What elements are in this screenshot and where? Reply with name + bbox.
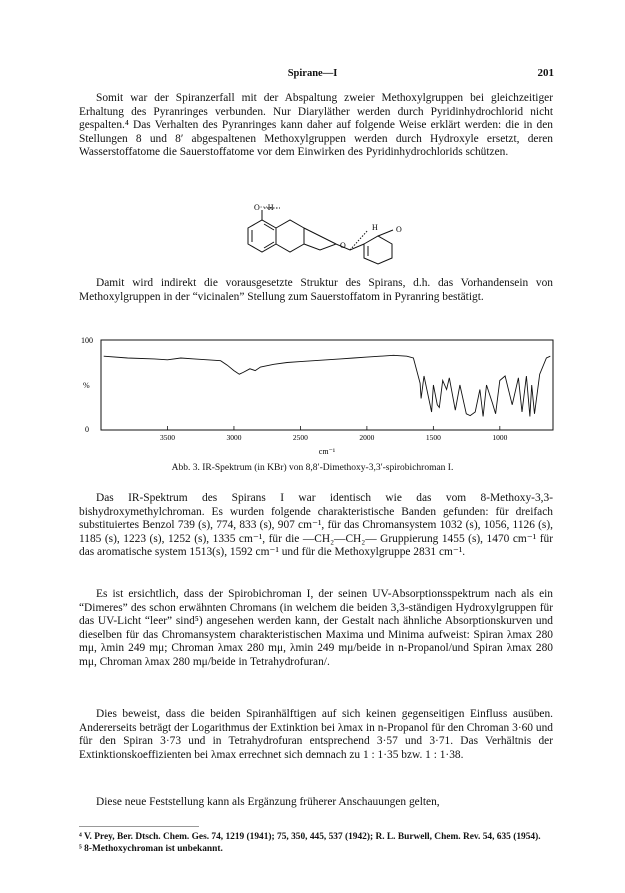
paragraph-6: [79, 796, 553, 810]
x-tick-label: 1500: [425, 433, 441, 442]
y-bottom-label: 0: [85, 425, 89, 434]
x-tick-label: 3500: [159, 433, 175, 442]
footnotes: [79, 832, 559, 855]
x-tick-label: 2000: [359, 433, 375, 442]
paragraph-4: [79, 588, 553, 670]
footnote-divider: [79, 826, 199, 827]
ir-spectrum-line: [104, 355, 551, 416]
y-axis-label: %: [83, 381, 90, 390]
paragraph-4-text: Es ist ersichtlich, dass der Spirobichroman I, der seinen UV-Absorptionsspektrum nach als ein “Dimeres” des schon erwähnten Chromans (in welchem die beiden 3,3-ständigen Hydroxylgruppen für das UV-Licht “leer” sind⁵) angesehen werden kann, der Gestalt nach ähnliche Absorptionskurven und dieselben für das Chromansystem charakteristischen Maxima und Minima aufweist: Spiran λmax 280 mμ, λmin 249 mμ; Chroman λmax 280 mμ, λmin 249 mμ/beide in n-Propanol/und Spiran λmax 280 mμ, Chroman λmax 280 mμ/beide in Tetrahydrofuran/.: [79, 588, 553, 668]
footnote-4: ⁴ V. Prey, Ber. Dtsch. Chem. Ges. 74, 1219 (1941); 75, 350, 445, 537 (1942); R. L. Burwell, Chem. Rev. 54, 635 (1954).: [79, 832, 541, 842]
structure-label-right: O: [340, 241, 346, 250]
footnote-5: ⁵ 8-Methoxychroman ist unbekannt.: [79, 843, 223, 854]
paragraph-2-text: Damit wird indirekt die vorausgesetzte Struktur des Spirans, d.h. das Vorhandensein von Methoxylgruppen in der “vicinalen” Stellung zum Sauerstoffatom in Pyranring bestätigt.: [79, 277, 553, 303]
paragraph-5-text: Dies beweist, dass die beiden Spiranhälftigen auf sich keinen gegenseitigen Einfluss ausüben. Andererseits beträgt der Logarithmus der Extinktion bei λmax in n-Propanol für den Chroman 3·60 und für den Spiran 3·73 und in Tetrahydrofuran entsprechend 3·57 und 3·71. Das Verhältnis der Extinktionskoeffizienten bei λmax errechnet sich demnach zu 1 : 1·35 bzw. 1 : 1·38.: [79, 708, 553, 761]
paragraph-1-text: Somit war der Spiranzerfall mit der Abspaltung zweier Methoxylgruppen bei gleichzeitiger Erhaltung des Pyranringes verbunden. Nur Diaryläther werden durch Pyridinhydrochlorid nicht gespalten.⁴ Das Verhalten des Pyranringes kann daher auf folgende Weise erklärt werden: die in den Stellungen 8 und 8′ abgespaltenen Methoxylgruppen werden durch Hydroxyle ersetzt, deren Wasserstoffatome die Sauerstoffatome vor dem Einwirken des Pyridinhydrochlorids schützen.: [79, 92, 553, 159]
x-tick-label: 3000: [226, 433, 242, 442]
structure-label-left: O···H: [254, 203, 274, 212]
x-ticks-group: [160, 426, 508, 442]
paragraph-3: [79, 492, 553, 560]
x-axis-label: cm⁻¹: [318, 447, 336, 456]
x-tick-label: 1000: [492, 433, 508, 442]
paragraph-2: [79, 277, 553, 304]
chart-frame: [101, 340, 553, 430]
figure-caption: Abb. 3. IR-Spektrum (in KBr) von 8,8′-Dimethoxy-3,3′-spirobichroman I.: [171, 463, 454, 473]
paragraph-5: [79, 708, 553, 762]
y-top-label: 100: [81, 336, 93, 345]
paragraph-3-text: Das IR-Spektrum des Spirans I war identisch wie das vom 8-Methoxy-3,3-bishydroxymethylchroman. Es wurden folgende charakteristische Banden gefunden: für dreifach substituiertes Benzol 739 (s), 774, 833 (s), 907 cm⁻¹, für das Chromansystem 1032 (s), 1056, 1126 (s), 1185 (s), 1223 (s), 1252 (s), 1335 cm⁻¹, für die —CH₂—CH₂— Gruppierung 1455 (s), 1470 cm⁻¹ für das aromatische system 1513(s), 1592 cm⁻¹ und für die Methoxylgruppe 2831 cm⁻¹.: [79, 492, 553, 559]
structure-label-h: H: [372, 223, 378, 232]
x-tick-label: 2500: [292, 433, 308, 442]
running-header-title: Spirane—I: [287, 68, 338, 79]
spirobichroman-structure: [228, 200, 418, 270]
structure-label-o2: O: [396, 225, 402, 234]
paragraph-6-text: Diese neue Feststellung kann als Ergänzung früherer Anschauungen gelten,: [96, 796, 440, 808]
ir-spectrum-chart: [81, 330, 557, 456]
page-number: 201: [537, 67, 554, 79]
paragraph-1: [79, 92, 553, 160]
